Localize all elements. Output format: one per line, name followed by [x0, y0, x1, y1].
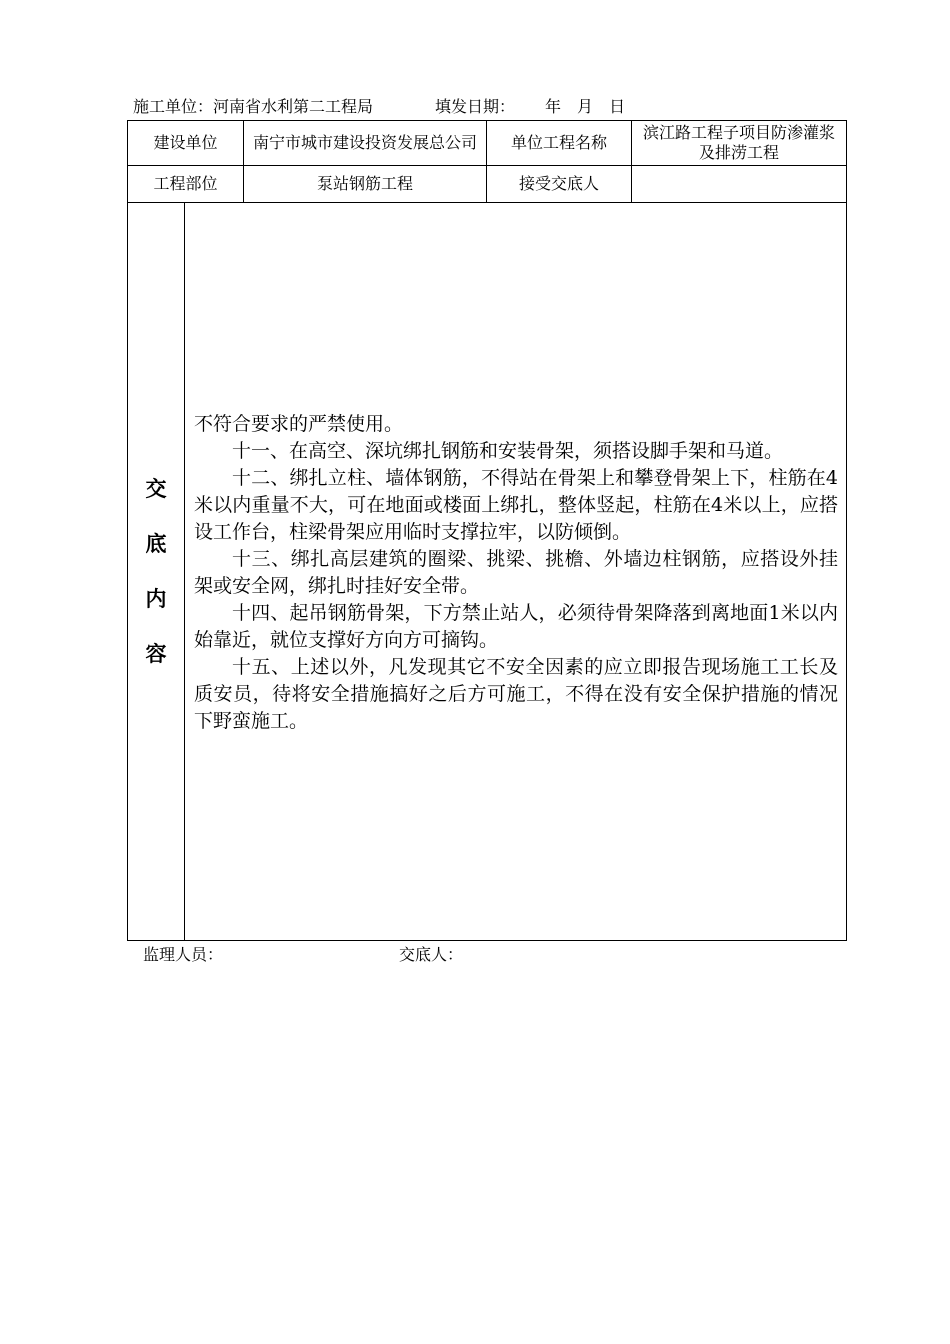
fill-date-parts — [545, 97, 641, 116]
content-paragraph: 十一、在高空、深坑绑扎钢筋和安装骨架，须搭设脚手架和马道。 — [232, 439, 784, 462]
content-label-char: 内 — [145, 586, 167, 611]
date-day: 日 — [609, 97, 626, 116]
supervisor-label: 监理人员： — [143, 945, 224, 964]
content-paragraph: 十五、上述以外，凡发现其它不安全因素的应立即报告现场施工工长及质安员，待将安全措施搞好之后方可施工，不得在没有安全保护措施的情况下野蛮施工。 — [194, 655, 839, 732]
receiver-value — [632, 166, 847, 203]
build-unit-value: 南宁市城市建设投资发展总公司 — [244, 121, 487, 166]
part-label: 工程部位 — [128, 166, 244, 203]
table-row-part — [128, 166, 847, 203]
part-value: 泵站钢筋工程 — [244, 166, 487, 203]
content-label-char: 底 — [145, 531, 167, 556]
project-name-value: 滨江路工程子项目防渗灌浆及排涝工程 — [632, 121, 847, 166]
content-paragraph: 十四、起吊钢筋骨架，下方禁止站人，必须待骨架降落到离地面1米以内始靠近，就位支撑好方向方可摘钩。 — [194, 601, 839, 651]
form-header — [133, 97, 641, 117]
receiver-label: 接受交底人 — [487, 166, 632, 203]
content-label-char: 交 — [145, 476, 167, 501]
date-month: 月 — [577, 97, 594, 116]
content-body — [185, 203, 847, 941]
content-label-cell — [128, 203, 185, 941]
content-paragraph: 不符合要求的严禁使用。 — [194, 412, 404, 435]
handover-person-label: 交底人： — [399, 945, 464, 964]
table-row-content — [128, 203, 847, 941]
project-name-label: 单位工程名称 — [487, 121, 632, 166]
construction-unit: 施工单位：河南省水利第二工程局 — [133, 97, 374, 116]
table-row-build-unit — [128, 121, 847, 166]
date-year: 年 — [545, 97, 562, 116]
handover-form-table — [127, 120, 847, 941]
content-label — [132, 203, 180, 940]
fill-date-label: 填发日期： — [435, 97, 516, 116]
content-paragraph: 十三、绑扎高层建筑的圈梁、挑梁、挑檐、外墙边柱钢筋，应搭设外挂架或安全网，绑扎时挂好安全带。 — [194, 547, 839, 597]
form-footer — [143, 945, 463, 965]
build-unit-label: 建设单位 — [128, 121, 244, 166]
content-label-char: 容 — [145, 641, 167, 666]
content-paragraph: 十二、绑扎立柱、墙体钢筋，不得站在骨架上和攀登骨架上下，柱筋在4米以内重量不大，可在地面或楼面上绑扎，整体竖起，柱筋在4米以上，应搭设工作台，柱梁骨架应用临时支撑拉牢，以防倾倒。 — [194, 466, 839, 543]
